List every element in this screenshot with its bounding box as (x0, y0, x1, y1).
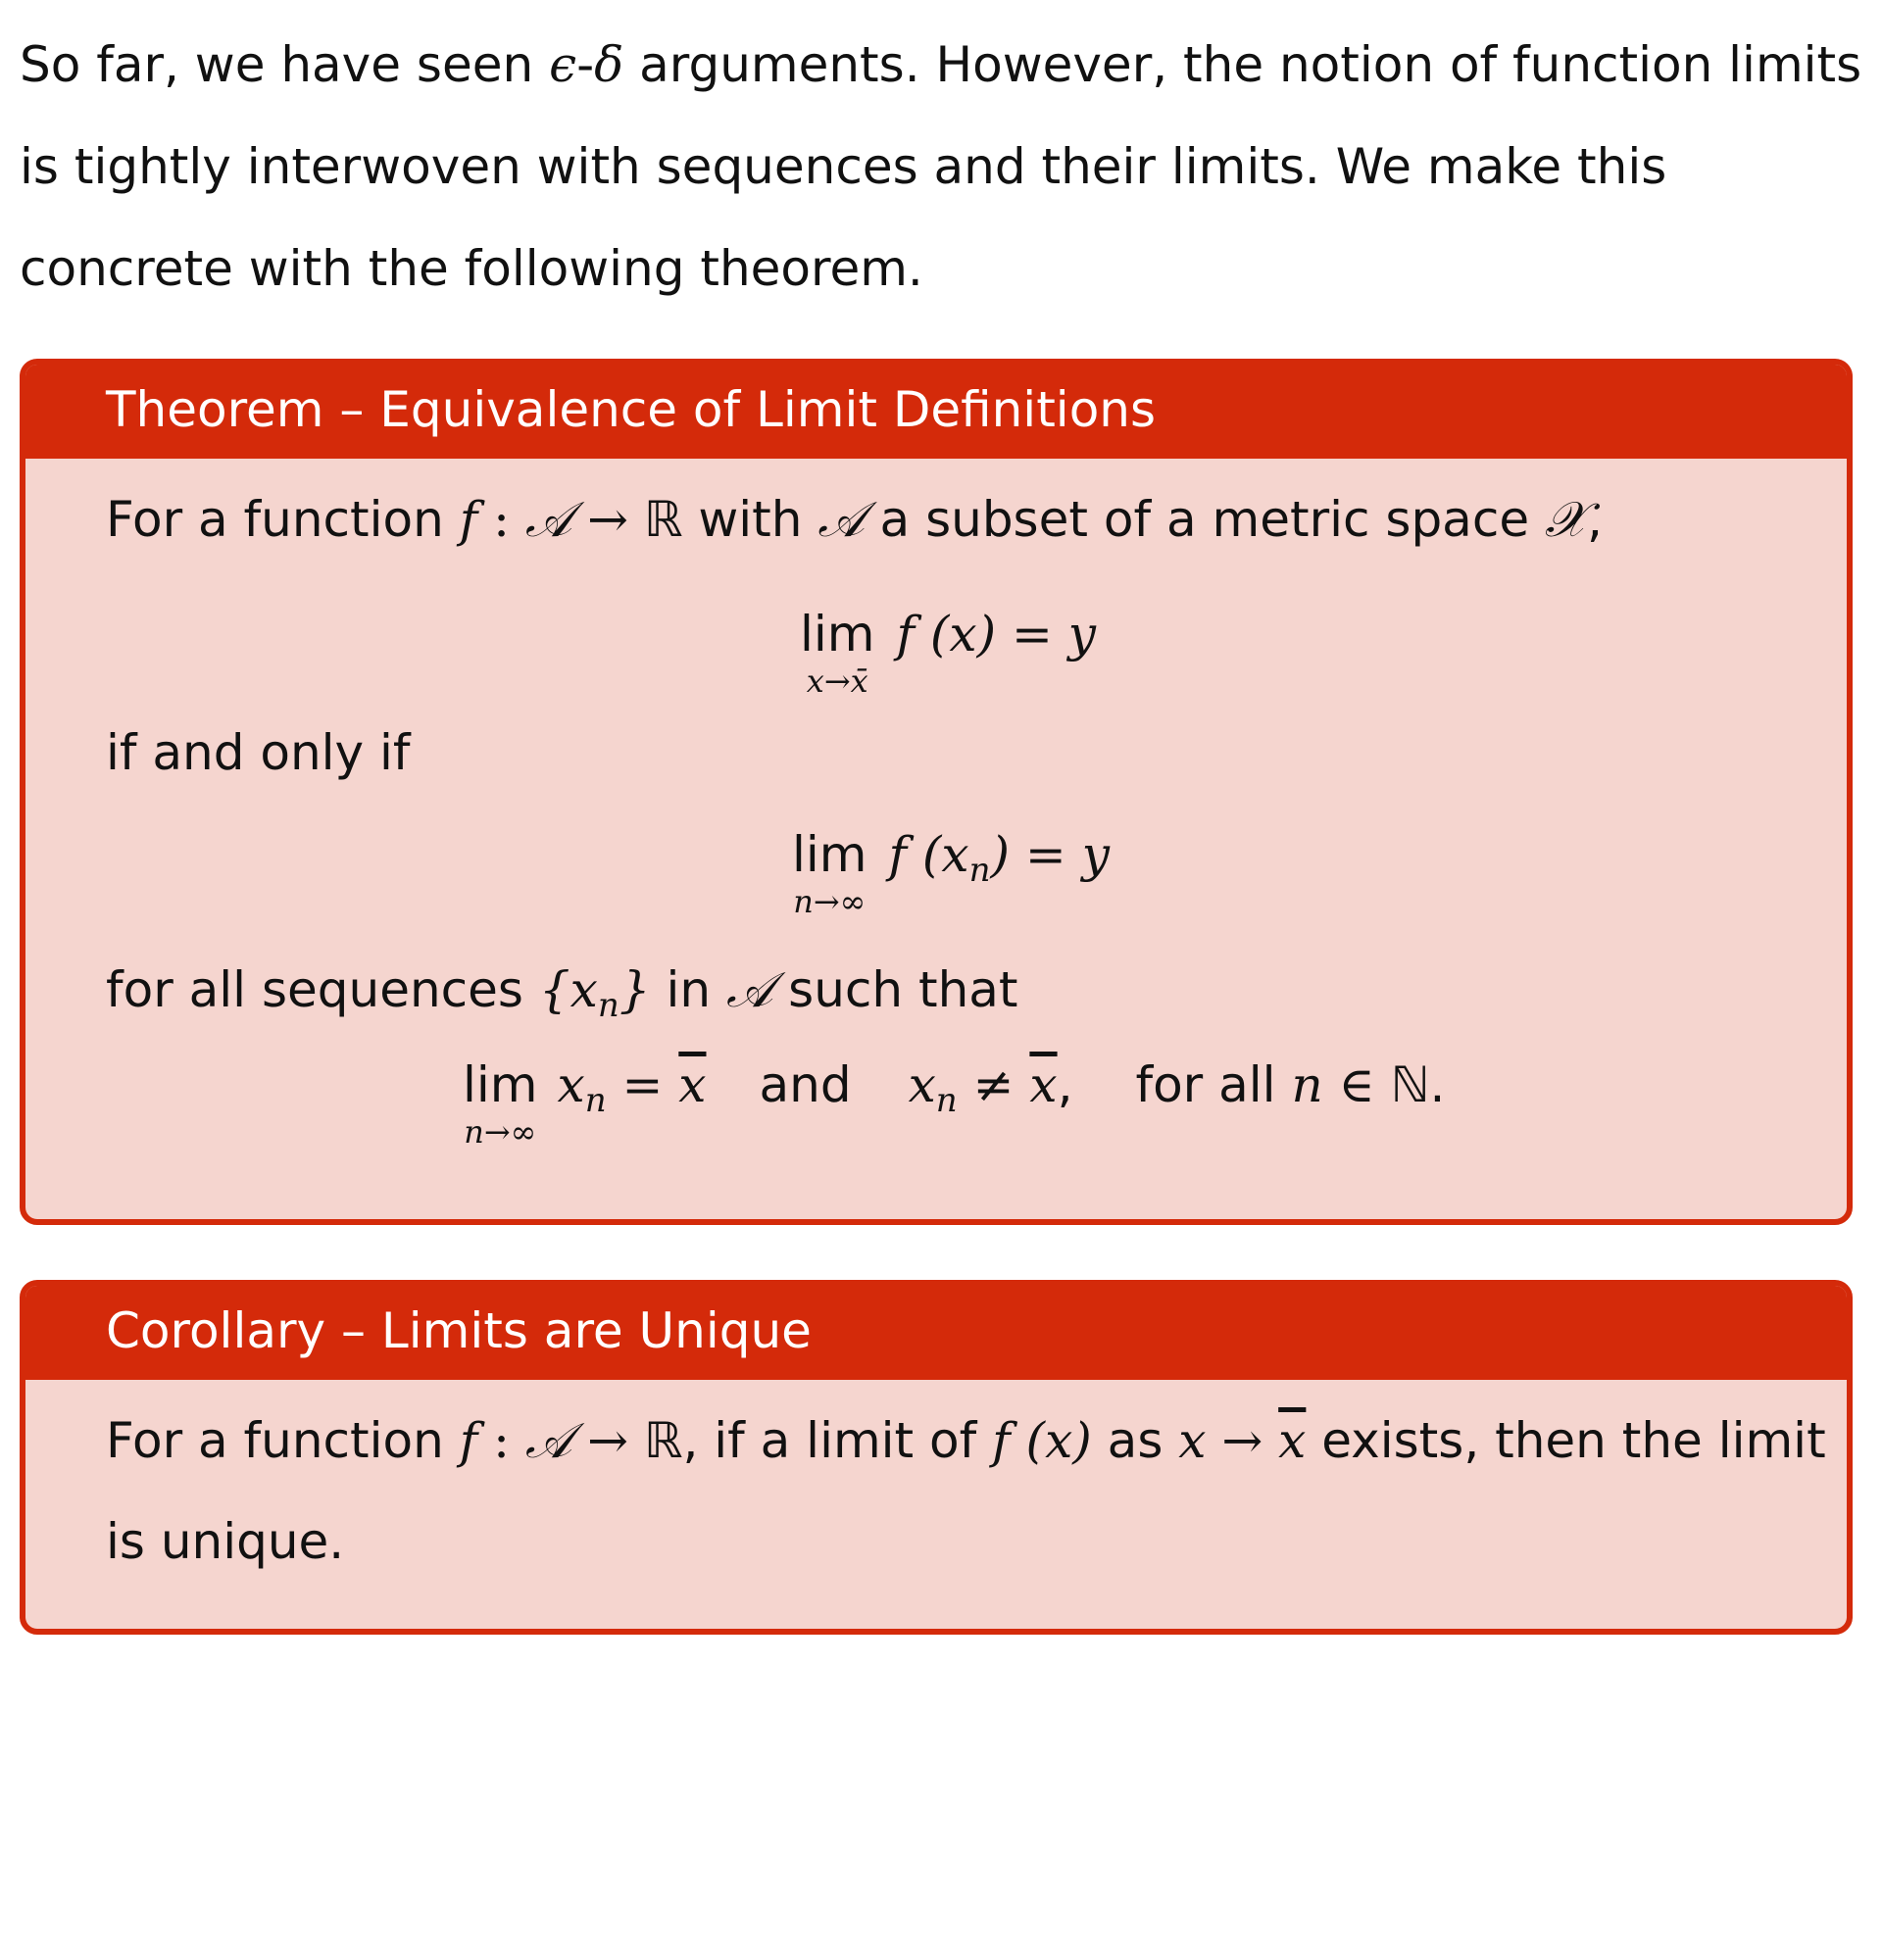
function-expression: f (x) (992, 1412, 1092, 1469)
naturals-symbol: ℕ (1390, 1056, 1430, 1113)
equation-sequence-condition (463, 1056, 1446, 1151)
theorem-title: Theorem – Equivalence of Limit Definitions (25, 365, 1847, 459)
text: exists, then the limit (1306, 1412, 1826, 1469)
theorem-line-3 (106, 960, 1018, 1035)
lim-text: lim (792, 826, 867, 883)
lim-operator (800, 606, 875, 700)
colon: : (477, 1412, 525, 1469)
x-symbol: x (557, 1056, 585, 1113)
arrow: → (1206, 1412, 1279, 1469)
n-symbol: n (1291, 1056, 1323, 1113)
subscript-n: n (935, 1081, 958, 1120)
x-bar-symbol: $\overline{x}$ (678, 1056, 707, 1113)
intro-dash: - (576, 36, 595, 93)
domain-symbol: 𝒜 (725, 961, 773, 1018)
intro-text-1: So far, we have seen (20, 36, 550, 93)
subscript-n: n (968, 851, 991, 890)
text: as (1091, 1412, 1179, 1469)
and-text: and (759, 1056, 852, 1113)
text: in (650, 961, 726, 1018)
domain-symbol: 𝒜 (524, 1412, 572, 1469)
x-bar-symbol: $\overline{x}$ (1278, 1412, 1307, 1469)
function-symbol: f (459, 491, 478, 548)
text: , (1586, 491, 1603, 548)
comma: , (1057, 1056, 1073, 1113)
reals-symbol: ℝ (643, 491, 683, 548)
iff-text: if and only if (106, 724, 411, 781)
theorem-line-1 (106, 490, 1603, 549)
subscript-n: n (584, 1081, 607, 1120)
domain-symbol: 𝒜 (817, 491, 865, 548)
period: . (1429, 1056, 1446, 1113)
brace: } (619, 961, 651, 1018)
x-bar-symbol: $\overline{x}$ (1029, 1056, 1058, 1113)
limit-expression: f (x (888, 826, 969, 883)
lim-subscript: n→∞ (793, 883, 867, 920)
function-symbol: f (459, 1412, 478, 1469)
corollary-box (20, 1280, 1853, 1635)
delta-symbol: δ (594, 36, 624, 93)
text: for all sequences (106, 961, 539, 1018)
corollary-line-1 (106, 1411, 1826, 1470)
text: such that (772, 961, 1018, 1018)
not-equals: ≠ (957, 1056, 1030, 1113)
lim-operator (463, 1056, 538, 1151)
text: , if a limit of (682, 1412, 993, 1469)
intro-text-2: arguments. However, the notion of function limits is tightly interwoven with sequences and their limits. We make this concrete with the following theorem. (20, 36, 1862, 297)
subscript-n: n (597, 986, 619, 1025)
lim-subscript: n→∞ (464, 1113, 537, 1151)
arrow: → (571, 1412, 644, 1469)
lim-text: lim (463, 1056, 538, 1113)
epsilon-symbol: ϵ (549, 36, 577, 93)
lim-text: lim (800, 606, 875, 662)
limit-expression-rest: ) = y (990, 826, 1110, 883)
colon: : (477, 491, 525, 548)
domain-symbol: 𝒜 (524, 491, 572, 548)
text: For a function (106, 491, 460, 548)
element-of: ∈ (1322, 1056, 1391, 1113)
corollary-line-2: is unique. (106, 1513, 345, 1570)
sequence-symbol: {x (538, 961, 598, 1018)
reals-symbol: ℝ (643, 1412, 683, 1469)
equation-function-limit (800, 606, 1097, 700)
lim-operator (792, 826, 867, 920)
x-symbol: x (908, 1056, 936, 1113)
text: For a function (106, 1412, 460, 1469)
corollary-title: Corollary – Limits are Unique (25, 1286, 1847, 1380)
limit-expression: f (x) = y (896, 606, 1097, 662)
theorem-box (20, 359, 1853, 1225)
equation-sequence-limit (792, 826, 1110, 920)
for-all-text: for all (1135, 1056, 1292, 1113)
intro-paragraph (20, 14, 1872, 319)
x-symbol: x (1178, 1412, 1207, 1469)
text: with (682, 491, 818, 548)
arrow: → (571, 491, 644, 548)
lim-subscript: x→x̄ (806, 662, 868, 700)
equals: = (606, 1056, 679, 1113)
metric-space-symbol: 𝒳 (1544, 491, 1587, 548)
text: a subset of a metric space (864, 491, 1545, 548)
